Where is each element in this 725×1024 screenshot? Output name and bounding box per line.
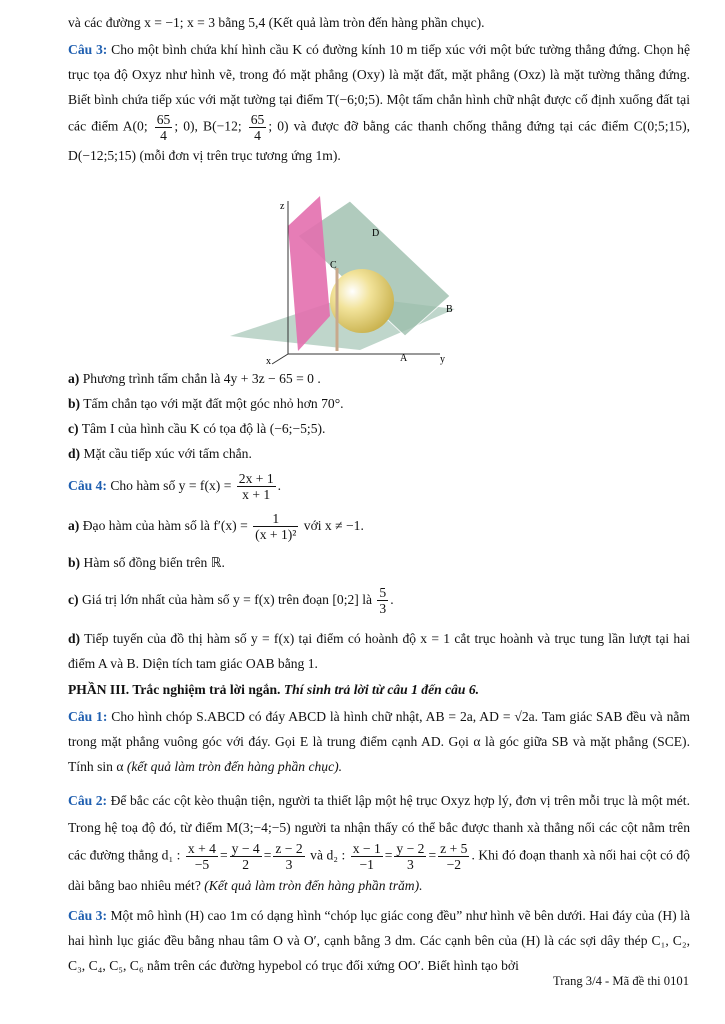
frac-den: 2 bbox=[242, 857, 250, 872]
q3-fraction-a bbox=[155, 112, 173, 143]
d1-frac-z bbox=[273, 841, 304, 872]
part3-title: PHẦN III. Trắc nghiệm trả lời ngắn. bbox=[68, 682, 281, 697]
q4-c-num: 5 bbox=[379, 585, 387, 601]
label-x: x bbox=[266, 356, 271, 366]
q3-item-b bbox=[68, 391, 690, 416]
item-text-2: với x ≠ −1. bbox=[303, 518, 364, 533]
p3-q2-label: Câu 2: bbox=[68, 793, 108, 808]
p3-q2-paragraph: Câu 2: Để bắc các cột kèo thuận tiện, người ta thiết lập một hệ trục Oxyz hợp lý, đơn vị trên mỗi trục là một mét. Trong hệ toạ độ đó, từ điểm M(3;−4;−5) người ta nhận thấy có thể bắc được thanh xà thẳng nối các cột nằm trên các đường thẳng d₁ : $\frac{x + 4}{-5}$ = $\frac{y - 4}{2}$ = $\frac{z - 2}{3}$ và d₂ : $\frac{x - 1}{-1}$ = $\frac{y - 2}{3}$ = $\frac{z + 5}{-2}$ . Khi đó đoạn thanh xà nối hai cột có độ dài bằng bao nhiêu mét? (Kết quả làm tròn đến hàng phần trăm). bbox=[68, 793, 690, 893]
q4-frac-num: 2x + 1 bbox=[238, 471, 274, 487]
q4-text: Cho hàm số y = f(x) = bbox=[110, 478, 232, 493]
p3-q2-text-2: . Khi đó đoạn thanh xà nối hai cột có độ dài bằng bao nhiêu mét? bbox=[68, 847, 690, 893]
item-label: d) bbox=[68, 631, 81, 646]
d2-frac-z bbox=[438, 841, 469, 872]
q4-item-b bbox=[68, 546, 690, 580]
page-content bbox=[68, 10, 690, 978]
q3-label: Câu 3: bbox=[68, 42, 108, 57]
x-axis bbox=[272, 354, 288, 364]
d2-frac-x bbox=[351, 841, 383, 872]
q3-item-c bbox=[68, 416, 690, 441]
label-c: C bbox=[330, 260, 337, 271]
q3-item-d bbox=[68, 441, 690, 466]
frac-num: y − 4 bbox=[231, 841, 260, 856]
q3-fraction-b bbox=[249, 112, 267, 143]
q4-fraction bbox=[237, 471, 276, 502]
p3-q1-text: Cho hình chóp S.ABCD có đáy ABCD là hình chữ nhật, AB = 2a, AD = √2a. Tam giác SAB đều và nằm trong mặt phẳng vuông góc với đáy. Gọi E là trung điểm cạnh AD. Gọi α là góc giữa SB và mặt phẳng (SCE). Tính sin α bbox=[68, 709, 690, 774]
frac-den: 3 bbox=[285, 857, 293, 872]
q4-label: Câu 4: bbox=[68, 478, 107, 493]
p3-q3-label: Câu 3: bbox=[68, 908, 107, 923]
q3-text-1: Cho một bình chứa khí hình cầu K có đường kính 10 m tiếp xúc với một bức tường thẳng đứng. Chọn hệ trục tọa độ Oxyz như hình vẽ, trong đó mặt phẳng (Oxy) là mặt đất, mặt phẳng (Oxz) là mặt tường thẳng đứng. Biết bình chứa tiếp xúc với mặt tường tại điểm T(−6;0;5). Một tấm chắn hình chữ nhật được cố định xuống đất tại các điểm A(0; bbox=[68, 42, 691, 134]
item-text: Mặt cầu tiếp xúc với tấm chắn. bbox=[83, 446, 252, 461]
frac-num: z + 5 bbox=[440, 841, 468, 856]
figure-svg bbox=[200, 186, 492, 366]
frac-den: −5 bbox=[194, 857, 210, 872]
q4-c-den: 3 bbox=[379, 601, 387, 617]
frac-num: y − 2 bbox=[396, 841, 425, 856]
p3-q2-and: và d₂ : bbox=[310, 847, 346, 863]
label-b: B bbox=[446, 304, 453, 315]
item-text: Giá trị lớn nhất của hàm số y = f(x) trên đoạn [0;2] là bbox=[81, 592, 373, 607]
q4-item-d bbox=[68, 626, 690, 676]
q3-paragraph bbox=[68, 37, 690, 168]
item-label: d) bbox=[68, 446, 81, 461]
p3-q3-text: Một mô hình (H) cao 1m có dạng hình “chóp lục giác cong đều” như hình vẽ bên dưới. Hai đáy của (H) là hai hình lục giác đều bằng nhau tâm O và O′, cạnh bằng 3 dm. Các cạnh bên của (H) là các sợi dây thép C₁, C₂, C₃, C₄, C₅, C₆ nằm trên các đường hypebol có trục đối xứng OO′. Biết hình tạo bởi bbox=[68, 908, 690, 973]
item-text: Hàm số đồng biến trên ℝ. bbox=[83, 555, 225, 570]
q3-text-2: ; 0), B(−12; bbox=[174, 118, 247, 134]
q4-item-c: c) Giá trị lớn nhất của hàm số y = f(x) trên đoạn [0;2] là $\frac{5}{3}$ . bbox=[68, 585, 394, 617]
p3-q1-note: (kết quả làm tròn đến hàng phần chục). bbox=[126, 759, 343, 774]
q4-c-fraction bbox=[377, 585, 388, 616]
item-text: Đạo hàm của hàm số là f′(x) = bbox=[82, 518, 248, 533]
frac-den: −2 bbox=[446, 857, 462, 872]
item-text: Phương trình tấm chắn là 4y + 3z − 65 = 0 . bbox=[82, 371, 321, 386]
q4-paragraph: Câu 4: Cho hàm số y = f(x) = $\frac{2x + 1}{x + 1}$ . bbox=[68, 471, 282, 503]
item-label: a) bbox=[68, 371, 80, 386]
d1-frac-x bbox=[186, 841, 218, 872]
q3-frac-num: 65 bbox=[156, 112, 171, 127]
part3-heading bbox=[68, 677, 690, 702]
item-label: a) bbox=[68, 518, 80, 533]
frac-num: z − 2 bbox=[275, 841, 303, 856]
q3-frac-den: 4 bbox=[160, 128, 167, 143]
sphere-wall-figure bbox=[200, 186, 492, 366]
q4-a-fraction bbox=[253, 511, 298, 542]
q4-a-num: 1 bbox=[253, 511, 298, 527]
page-footer: Trang 3/4 - Mã đề thi 0101 bbox=[553, 974, 689, 988]
q3-item-a bbox=[68, 366, 690, 391]
item-label: c) bbox=[68, 421, 79, 436]
item-label: b) bbox=[68, 396, 81, 411]
item-text: Tấm chắn tạo với mặt đất một góc nhỏ hơn 70°. bbox=[83, 396, 344, 411]
p3-q1-paragraph bbox=[68, 704, 690, 779]
part3-instructions: Thí sinh trả lời từ câu 1 đến câu 6. bbox=[283, 682, 480, 697]
label-a: A bbox=[400, 353, 408, 364]
frac-den: 3 bbox=[407, 857, 414, 872]
label-z: z bbox=[280, 201, 285, 212]
q3-frac-den-b: 4 bbox=[254, 128, 261, 143]
item-text: Tiếp tuyến của đồ thị hàm số y = f(x) tại điểm có hoành độ x = 1 cắt trục hoành và trục tung lần lượt tại hai điểm A và B. Diện tích tam giác OAB bằng 1. bbox=[68, 631, 691, 671]
q3-frac-num-b: 65 bbox=[250, 112, 265, 127]
label-y: y bbox=[440, 354, 445, 365]
top-line: và các đường x = −1; x = 3 bằng 5,4 (Kết quả làm tròn đến hàng phần chục). bbox=[68, 15, 485, 30]
q3-text-3: ; 0) và được đỡ bằng các thanh chống thẳng đứng tại các điểm C(0;5;15), D(−12;5;15) (mỗi đơn vị trên trục tương ứng 1m). bbox=[68, 118, 690, 163]
p3-q1-label: Câu 1: bbox=[68, 709, 108, 724]
item-text: Tâm I của hình cầu K có tọa độ là (−6;−5;5). bbox=[81, 421, 326, 436]
q4-frac-den: x + 1 bbox=[242, 487, 271, 503]
frac-num: x − 1 bbox=[352, 841, 381, 856]
sphere bbox=[330, 269, 394, 333]
frac-num: x + 4 bbox=[187, 841, 216, 856]
d2-frac-y bbox=[394, 841, 426, 872]
p3-q3-paragraph bbox=[68, 903, 690, 978]
label-d: D bbox=[372, 228, 380, 239]
frac-den: −1 bbox=[359, 857, 374, 872]
item-label: b) bbox=[68, 555, 81, 570]
q4-a-den: (x + 1)² bbox=[255, 527, 297, 543]
p3-q2-text: Để bắc các cột kèo thuận tiện, người ta thiết lập một hệ trục Oxyz hợp lý, đơn vị trên mỗi trục là một mét. Trong hệ toạ độ đó, từ điểm M(3;−4;−5) người ta nhận thấy có thể bắc được thanh xà thẳng nối các cột nằm trên các đường thẳng d₁ : bbox=[68, 793, 690, 863]
q4-item-a bbox=[68, 506, 690, 546]
item-label: c) bbox=[68, 592, 79, 607]
d1-frac-y bbox=[230, 841, 262, 872]
p3-q2-note: (Kết quả làm tròn đến hàng phần trăm). bbox=[204, 878, 423, 893]
